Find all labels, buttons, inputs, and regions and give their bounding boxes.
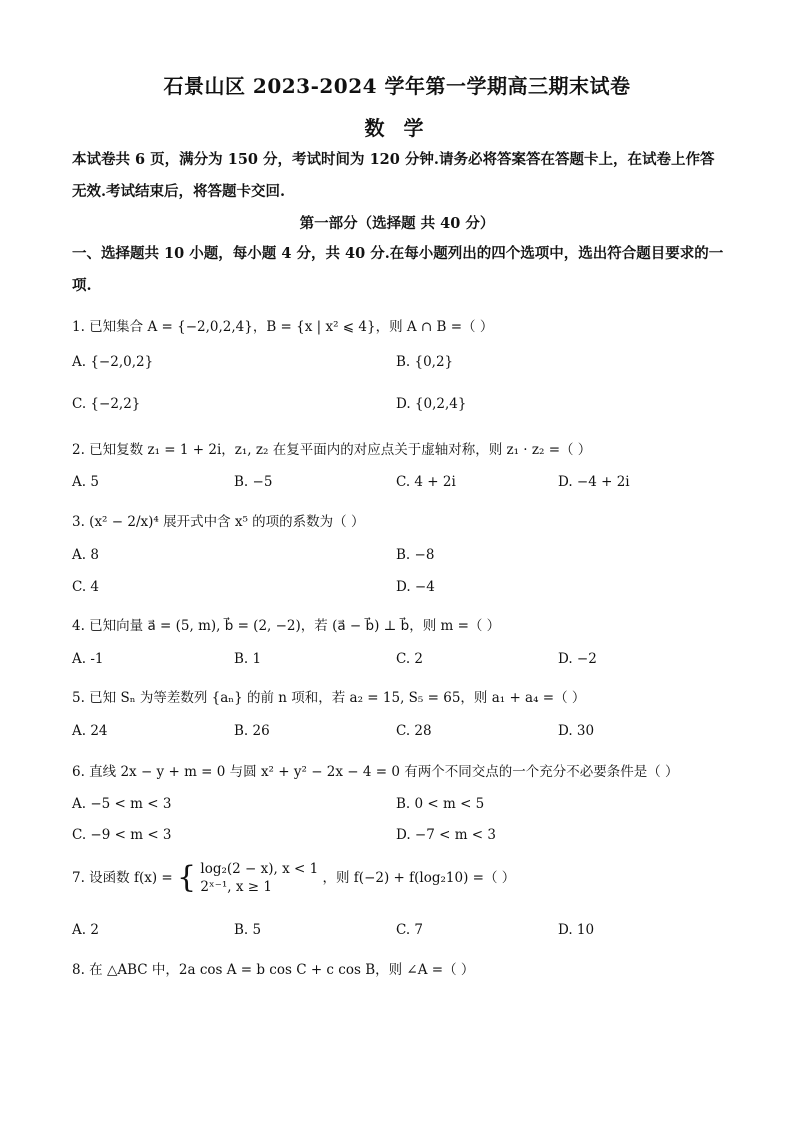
question-6-option-c: C. −9 < m < 3 — [72, 827, 172, 843]
question-4-stem: 4. 已知向量 a⃗ = (5, m), b⃗ = (2, −2)，若 (a⃗ − b⃗) ⊥ b⃗，则 m =（ ） — [72, 618, 501, 634]
question-4-option-a: A. -1 — [72, 651, 104, 667]
section-instructions: 一、选择题共 10 小题，每小题 4 分，共 40 分.在每小题列出的四个选项中，选出符合题目要求的一项. — [72, 245, 724, 294]
question-7-case-1: log₂(2 − x), x < 1 — [200, 861, 319, 877]
question-7-piecewise-cases — [200, 860, 318, 896]
question-2-stem: 2. 已知复数 z₁ = 1 + 2i，z₁, z₂ 在复平面内的对应点关于虚轴对称，则 z₁ · z₂ =（ ） — [72, 442, 592, 458]
question-3-option-d: D. −4 — [396, 579, 435, 595]
question-2-option-a: A. 5 — [72, 474, 99, 490]
brace-icon: { — [177, 860, 197, 895]
question-6-option-a: A. −5 < m < 3 — [72, 796, 172, 812]
question-2-option-b: B. −5 — [234, 474, 273, 490]
page-title: 石景山区 2023-2024 学年第一学期高三期末试卷 — [163, 74, 631, 98]
question-6-option-d: D. −7 < m < 3 — [396, 827, 497, 843]
question-7-option-d: D. 10 — [558, 922, 595, 938]
question-1-option-a: A. {−2,0,2} — [72, 354, 154, 370]
part-title: 第一部分（选择题 共 40 分） — [299, 215, 495, 232]
question-1-option-d: D. {0,2,4} — [396, 396, 467, 412]
question-4-option-d: D. −2 — [558, 651, 597, 667]
question-7-option-b: B. 5 — [234, 922, 262, 938]
question-4-option-c: C. 2 — [396, 651, 424, 667]
question-5-option-b: B. 26 — [234, 723, 270, 739]
subject-title: 数 学 — [364, 116, 430, 140]
question-3-option-b: B. −8 — [396, 547, 435, 563]
question-5-option-c: C. 28 — [396, 723, 432, 739]
question-1-option-c: C. {−2,2} — [72, 396, 141, 412]
exam-instructions: 本试卷共 6 页，满分为 150 分，考试时间为 120 分钟.请务必将答案答在答题卡上，在试卷上作答无效.考试结束后，将答题卡交回. — [72, 151, 715, 200]
question-3-option-c: C. 4 — [72, 579, 100, 595]
question-7-stem — [72, 860, 515, 896]
question-7-option-a: A. 2 — [72, 922, 99, 938]
question-5-option-d: D. 30 — [558, 723, 595, 739]
question-7-stem-suffix: ，则 f(−2) + f(log₂10) =（ ） — [322, 870, 516, 886]
question-6-stem: 6. 直线 2x − y + m = 0 与圆 x² + y² − 2x − 4 = 0 有两个不同交点的一个充分不必要条件是（ ） — [72, 764, 679, 780]
question-1-stem: 1. 已知集合 A = {−2,0,2,4}，B = {x | x² ⩽ 4}，则 A ∩ B =（ ） — [72, 319, 494, 335]
question-1-option-b: B. {0,2} — [396, 354, 454, 370]
question-3-stem: 3. (x² − 2/x)⁴ 展开式中含 x⁵ 的项的系数为（ ） — [72, 514, 365, 530]
question-7-option-c: C. 7 — [396, 922, 424, 938]
question-2-option-c: C. 4 + 2i — [396, 474, 456, 490]
question-6-option-b: B. 0 < m < 5 — [396, 796, 485, 812]
question-2-option-d: D. −4 + 2i — [558, 474, 630, 490]
question-7-case-2: 2ˣ⁻¹, x ≥ 1 — [200, 879, 272, 895]
question-5-option-a: A. 24 — [72, 723, 108, 739]
question-3-option-a: A. 8 — [72, 547, 99, 563]
question-5-stem: 5. 已知 Sₙ 为等差数列 {aₙ} 的前 n 项和，若 a₂ = 15, S₅ = 65，则 a₁ + a₄ =（ ） — [72, 690, 586, 706]
question-7-stem-prefix: 7. 设函数 f(x) = — [72, 870, 173, 886]
question-8-stem: 8. 在 △ABC 中，2a cos A = b cos C + c cos B，则 ∠A =（ ） — [72, 962, 475, 978]
question-4-option-b: B. 1 — [234, 651, 262, 667]
